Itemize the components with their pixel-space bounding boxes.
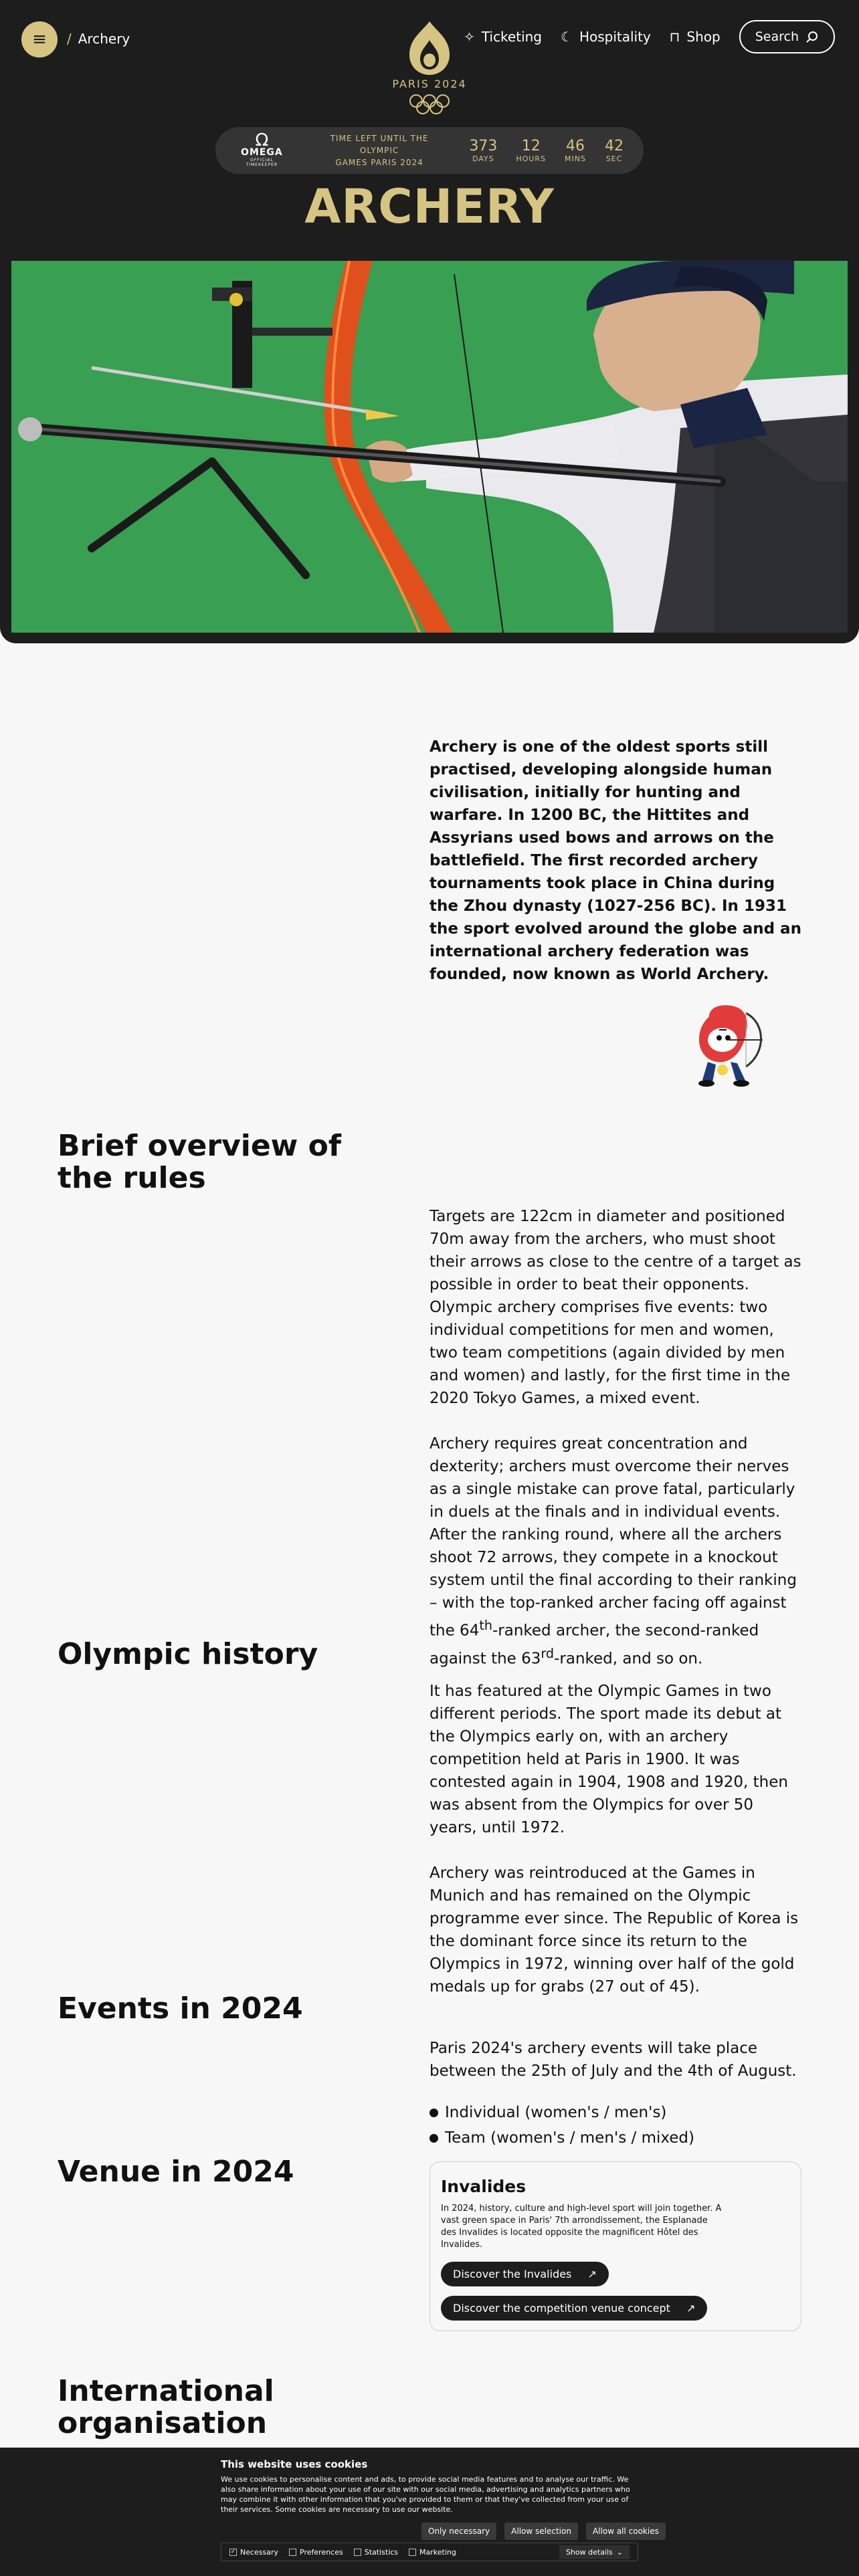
hospitality-icon: ☾ (561, 29, 573, 45)
bullet-icon (430, 2134, 438, 2143)
cookie-option-necessary[interactable] (229, 2548, 278, 2557)
cookie-option-marketing[interactable] (409, 2548, 456, 2557)
countdown-mins-label: MINS (565, 154, 586, 163)
rules-p2-part2: -ranked archer, the second-ranked against the 63 (430, 1622, 759, 1668)
breadcrumb (67, 31, 130, 47)
show-details-label: Show details (565, 2547, 613, 2557)
countdown-days-label: DAYS (472, 154, 494, 163)
history-text (430, 1680, 804, 2021)
breadcrumb-current[interactable]: Archery (78, 31, 130, 47)
allow-selection-button[interactable]: Allow selection (504, 2523, 578, 2540)
history-paragraph-1: It has featured at the Olympic Games in two different periods. The sport made its debut at the Olympics early on, with an archery competition held at Paris in 1900. It was contested again in 1904, 1908 and 1920, then was absent from the Olympics for over 50 years, until 1972. (430, 1683, 788, 1836)
top-navigation (464, 20, 835, 53)
nav-hospitality-label: Hospitality (579, 29, 651, 45)
countdown-label-line3: GAMES PARIS 2024 (335, 158, 423, 167)
countdown-label (315, 132, 444, 169)
page-title: ARCHERY (304, 179, 555, 234)
rules-paragraph-2 (430, 1432, 804, 1670)
nav-ticketing-label: Ticketing (481, 29, 543, 45)
events-list (430, 2100, 694, 2151)
omega-logo (235, 130, 288, 167)
section-title-venue: Venue in 2024 (58, 2155, 294, 2189)
nav-shop[interactable] (670, 29, 721, 45)
cookie-option-statistics[interactable] (354, 2548, 398, 2557)
allow-all-cookies-button[interactable]: Allow all cookies (586, 2523, 666, 2540)
countdown-label-line1: TIME LEFT UNTIL THE (330, 134, 429, 143)
cookie-title: This website uses cookies (221, 2458, 368, 2470)
hero-header (0, 0, 859, 643)
countdown-mins-value: 46 (566, 138, 585, 154)
menu-icon: ≡ (32, 29, 47, 49)
countdown-hours (516, 138, 546, 163)
cookie-option-label: Necessary (240, 2547, 279, 2557)
history-paragraph-2: Archery was reintroduced at the Games in Munich and has remained on the Olympic programme ever since. The Republic of Korea is the dominant force since its return to the Olympics in 1972, winning over half of the gold medals up for grabs (27 out of 45). (430, 1864, 799, 1996)
hero-photo (11, 261, 848, 633)
rules-text (430, 1205, 804, 1693)
rules-p2-sup1: th (479, 1618, 492, 1633)
search-button-label: Search (755, 29, 799, 44)
countdown-units (469, 138, 624, 163)
countdown-mins (565, 138, 586, 163)
section-title-events: Events in 2024 (58, 1992, 303, 2026)
venue-button-row (441, 2262, 790, 2296)
paris-2024-logo[interactable] (383, 20, 476, 119)
section-title-history: Olympic history (58, 1637, 318, 1671)
search-icon (805, 30, 819, 43)
list-item (430, 2100, 694, 2125)
rules-p2-sup2: rd (541, 1645, 555, 1661)
flame-logo-icon (401, 20, 458, 76)
countdown-days-value: 373 (469, 138, 498, 154)
venue-card-title: Invalides (441, 2177, 527, 2196)
cookie-option-label: Statistics (364, 2547, 399, 2557)
countdown-hours-label: HOURS (516, 154, 547, 163)
rules-paragraph-1: Targets are 122cm in diameter and positioned 70m away from the archers, who must shoot their arrows as close to the centre of a target as possible in order to beat their opponents. Olympic archery comprises five events: two individual competitions for men and women, two team competitions (again divided by men and women) and lastly, for the first time in the 2020 Tokyo Games, a mixed event. (430, 1208, 801, 1407)
countdown-label-line2: OLYMPIC (359, 146, 399, 155)
checkbox-icon[interactable] (354, 2549, 361, 2556)
venue-card-description: In 2024, history, culture and high-level sport will join together. A vast green space in Paris' 7th arrondissement, the Esplanade des Invalides is located opposite the magnificent Hôtel des Invalides. (441, 2204, 722, 2250)
menu-button[interactable] (21, 21, 58, 58)
checkbox-icon[interactable] (409, 2549, 416, 2556)
countdown-days (469, 138, 497, 163)
nav-hospitality[interactable] (561, 29, 651, 45)
discover-venue-concept-label: Discover the competition venue concept (453, 2302, 670, 2315)
omega-name: OMEGA (241, 147, 283, 158)
cookie-actions (421, 2523, 666, 2540)
list-item (430, 2125, 694, 2151)
only-necessary-button[interactable]: Only necessary (421, 2523, 496, 2540)
search-button[interactable] (739, 20, 835, 53)
arrow-up-right-icon: ↗ (686, 2302, 696, 2315)
discover-invalides-label: Discover the Invalides (453, 2268, 572, 2280)
discover-venue-concept-button[interactable] (441, 2296, 707, 2321)
phryge-mascot-illustration (682, 1003, 767, 1090)
events-paragraph: Paris 2024's archery events will take place between the 25th of July and the 4th of August. (430, 2040, 797, 2080)
bag-icon: ⊓ (669, 29, 680, 45)
section-title-rules: Brief overview of the rules (58, 1129, 342, 1195)
countdown-bar (215, 127, 644, 174)
show-details-button[interactable] (559, 2545, 630, 2559)
bullet-icon (430, 2109, 438, 2117)
discover-invalides-button[interactable] (441, 2262, 609, 2286)
countdown-secs-value: 42 (605, 138, 624, 154)
cookie-banner (0, 2448, 859, 2576)
countdown-secs (605, 138, 624, 163)
cookie-text: We use cookies to personalise content and ads, to provide social media features and to analyse our traffic. We also share information about your use of our site with our social media, advertising and analytics partners who may combine it with other information that you've provided to them or that they've collected from your use of their services. Some cookies are necessary to use our website. (221, 2475, 630, 2514)
rules-p2-part1: Archery requires great concentration and dexterity; archers must overcome their nerves as a single mistake can prove fatal, particularly in duels at the finals and in individual events. After the ranking round, where all the archers shoot 72 arrows, they compete in a knockout system until the final according to their ranking – with the top-ranked archer facing off against the 64 (430, 1435, 797, 1640)
omega-symbol: Ω (255, 130, 269, 150)
arrow-up-right-icon: ↗ (587, 2268, 597, 2280)
cookie-option-label: Preferences (300, 2547, 343, 2557)
rules-p2-part3: -ranked, and so on. (554, 1650, 703, 1668)
olympic-rings-icon (408, 94, 451, 115)
section-title-international: International organisation (58, 2374, 274, 2440)
countdown-hours-value: 12 (521, 138, 541, 154)
omega-sub: OFFICIAL TIMEKEEPER (246, 158, 278, 167)
nav-ticketing[interactable] (464, 29, 542, 45)
venue-card (430, 2161, 801, 2331)
breadcrumb-separator: / (67, 31, 72, 47)
ticket-icon: ✧ (464, 29, 475, 45)
archer-illustration (11, 261, 848, 633)
chevron-down-icon: ⌄ (616, 2547, 623, 2557)
intro-paragraph: Archery is one of the oldest sports still practised, developing alongside human civilisation, initially for hunting and warfare. In 1200 BC, the Hittites and Assyrians used bows and arrows on the battlefield. The first recorded archery tournaments took place in China during the Zhou dynasty (1027-256 BC). In 1931 the sport evolved around the globe and an international archery federation was founded, now known as World Archery. (430, 738, 801, 983)
cookie-option-preferences[interactable] (289, 2548, 343, 2557)
checkbox-icon[interactable] (289, 2549, 296, 2556)
event-item-label: Team (women's / men's / mixed) (445, 2129, 694, 2147)
countdown-secs-label: SEC (605, 154, 623, 163)
events-text (430, 2037, 804, 2105)
logo-wordmark: PARIS 2024 (392, 78, 467, 90)
cookie-options (221, 2543, 638, 2561)
cookie-option-label: Marketing (419, 2547, 456, 2557)
venue-button-row (441, 2296, 790, 2330)
event-item-label: Individual (women's / men's) (445, 2104, 667, 2121)
checkbox-checked-icon[interactable]: ✓ (230, 2549, 236, 2555)
nav-shop-label: Shop (686, 29, 721, 45)
